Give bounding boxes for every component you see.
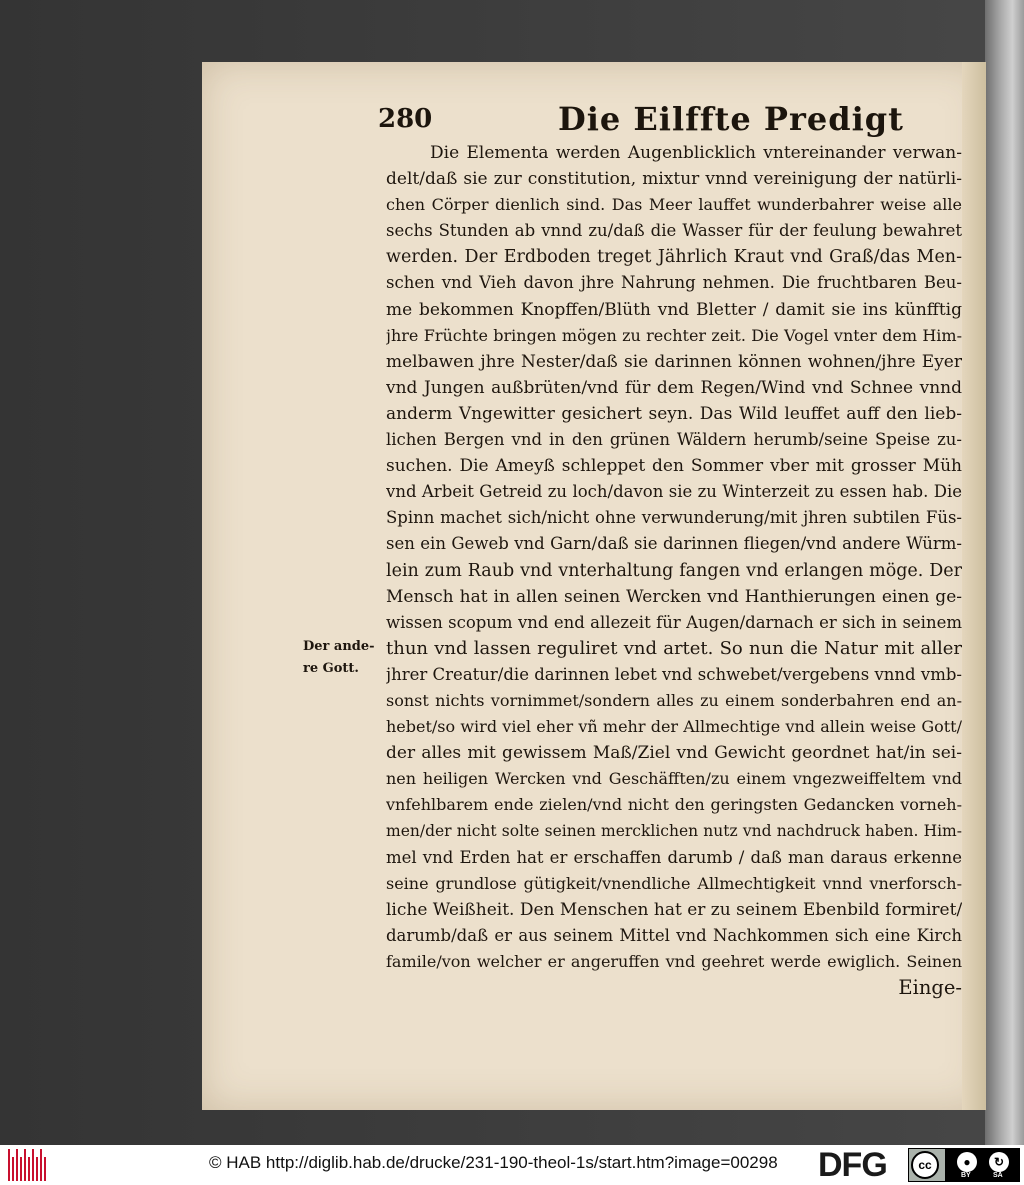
text-line: melbawen jhre Nester/daß sie darinnen können wohnen/jhre Eyer — [386, 351, 962, 372]
text-line: vnd Arbeit Getreid zu loch/davon sie zu Winterzeit zu essen hab. Die — [386, 482, 962, 502]
text-line: sen ein Geweb vnd Garn/daß sie darinnen fliegen/vnd andere Würm- — [386, 534, 962, 554]
text-line: jhre Früchte bringen mögen zu rechter zeit. Die Vogel vnter dem Him- — [386, 325, 962, 345]
text-line: Mensch hat in allen seinen Wercken vnd Hanthierungen einen ge- — [386, 586, 962, 607]
text-line: seine grundlose gütigkeit/vnendliche Allmechtigkeit vnnd vnerforsch- — [386, 873, 962, 893]
page-number: 280 — [378, 104, 433, 134]
hab-barcode-logo-icon[interactable] — [8, 1149, 48, 1181]
book-binding — [985, 0, 1024, 1145]
text-line: delt/daß sie zur constitution, mixtur vnnd vereinigung der natürli- — [386, 169, 962, 190]
text-line: jhrer Creatur/die darinnen lebet vnd schwebet/vergebens vnnd vmb- — [386, 664, 962, 684]
text-line: der alles mit gewissem Maß/Ziel vnd Gewicht geordnet hat/in sei- — [386, 743, 962, 764]
text-line: suchen. Die Ameyß schleppet den Sommer vber mit grosser Müh — [386, 456, 962, 477]
text-line: famile/von welcher er angeruffen vnd geehret werde ewiglich. Seinen — [386, 951, 962, 971]
share-alike-icon: ↻ — [989, 1152, 1009, 1172]
text-line: anderm Vngewitter gesichert seyn. Das Wild leuffet auff den lieb- — [386, 403, 962, 424]
text-line: vnfehlbarem ende zielen/vnd nicht den geringsten Gedancken vorneh- — [386, 795, 962, 815]
cc-license-terms — [945, 1149, 1020, 1181]
text-line: thun vnd lassen reguliret vnd artet. So nun die Natur mit aller — [386, 637, 962, 659]
text-line: sonst nichts vornimmet/sondern alles zu einem sonderbahren end an- — [386, 690, 962, 710]
viewer-footer — [0, 1145, 1024, 1185]
text-line: darumb/daß er aus seinem Mittel vnd Nachkommen sich eine Kirch — [386, 925, 962, 945]
text-line: mel vnd Erden hat er erschaffen darumb / daß man daraus erkenne — [386, 847, 962, 867]
attribution-person-icon: ● — [957, 1152, 977, 1172]
dfg-logo[interactable]: DFG — [818, 1146, 887, 1184]
text-line: liche Weißheit. Den Menschen hat er zu seinem Ebenbild formiret/ — [386, 899, 962, 920]
by-label: BY — [961, 1172, 971, 1179]
body-text — [386, 140, 962, 1001]
text-line: schen vnd Vieh davon jhre Nahrung nehmen. Die fruchtbaren Beu- — [386, 273, 962, 293]
catchword: Einge- — [898, 976, 962, 999]
text-line: lichen Bergen vnd in den grünen Wäldern herumb/seine Speise zu- — [386, 430, 962, 450]
text-line: Spinn machet sich/nicht ohne verwunderung/mit jhren subtilen Füs- — [386, 508, 962, 528]
text-line: me bekommen Knopffen/Blüth vnd Bletter / damit sie ins künfftig — [386, 299, 962, 320]
text-line: Die Elementa werden Augenblicklich vntereinander verwan- — [430, 143, 962, 163]
text-line: lein zum Raub vnd vnterhaltung fangen vnd erlangen möge. Der — [386, 560, 962, 581]
page-edge — [962, 62, 986, 1110]
text-line: wissen scopum vnd end allezeit für Augen/darnach er sich in seinem — [386, 612, 962, 632]
sa-label: SA — [993, 1172, 1003, 1179]
margin-note-line: re Gott. — [303, 661, 359, 676]
text-line: werden. Der Erdboden treget Jährlich Kraut vnd Graß/das Men- — [386, 247, 962, 268]
source-permalink[interactable]: © HAB http://diglib.hab.de/drucke/231-190-theol-1s/start.htm?image=00298 — [209, 1153, 778, 1172]
text-line: hebet/so wird viel eher vñ mehr der Allmechtige vnd allein weise Gott/ — [386, 717, 962, 737]
text-line: sechs Stunden ab vnnd zu/daß die Wasser für der feulung bewahret — [386, 221, 962, 241]
text-line: chen Cörper dienlich sind. Das Meer lauffet wunderbahrer weise alle — [386, 195, 962, 215]
cc-icon: cc — [911, 1151, 939, 1179]
margin-note-line: Der ande- — [303, 639, 375, 654]
text-line: men/der nicht solte seinen mercklichen nutz vnd nachdruck haben. Him- — [386, 822, 962, 841]
margin-note — [303, 636, 381, 680]
text-line: nen heiligen Wercken vnd Geschäfften/zu einem vngezweiffeltem vnd — [386, 769, 962, 789]
text-line: vnd Jungen außbrüten/vnd für dem Regen/Wind vnd Schnee vnnd — [386, 377, 962, 398]
running-head: Die Eilffte Predigt — [558, 100, 904, 138]
cc-license-badge[interactable] — [908, 1148, 1020, 1182]
